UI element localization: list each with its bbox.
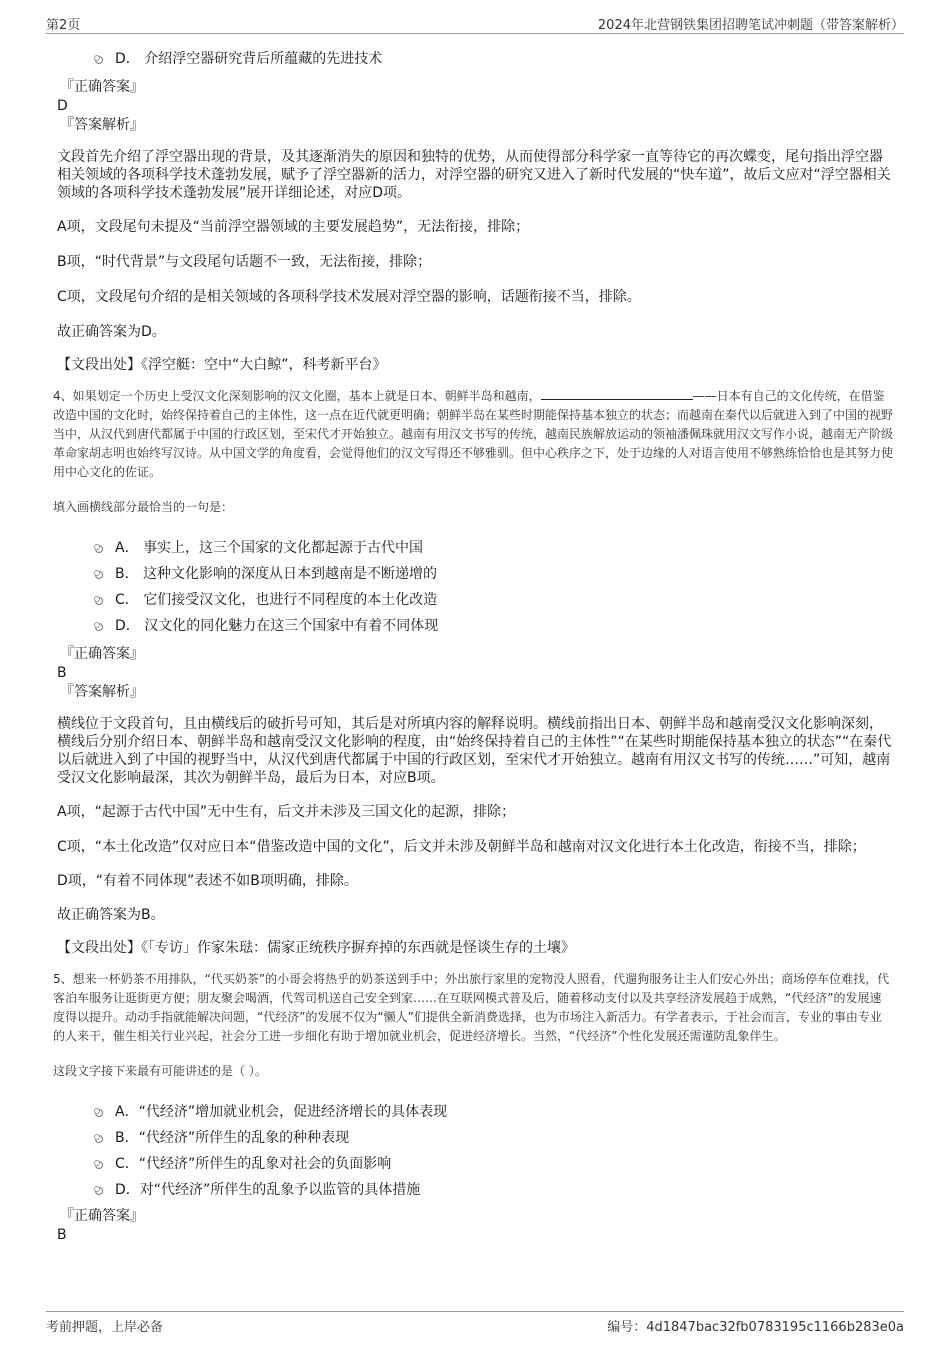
q3-analysis-para: 文段首先介绍了浮空器出现的背景，及其逐渐消失的原因和独特的优势，从而使得部分科学家一直等待它的再次蝶变，尾句指出浮空器相关领域的各项科学技术蓬勃发展，赋予了浮空器新的活力，对浮空器的研究又进入了新时代发展的“快车道”，故后文应对“浮空器相关领域的各项科学技术蓬勃发展”展开详细论述，对应D项。 [57,149,891,201]
q4-option-c[interactable] [95,587,893,613]
option-label: D．对“代经济”所伴生的乱象予以监管的具体措施 [115,1182,421,1198]
option-label: A．“代经济”增加就业机会，促进经济增长的具体表现 [115,1104,448,1120]
document-body [53,46,894,1245]
q3-analysis-para: 故正确答案为D。 [57,324,166,340]
q3-analysis-para: A项，文段尾句未提及“当前浮空器领域的主要发展趋势”，无法衔接，排除； [57,219,530,235]
page-number: 第2页 [46,18,81,33]
q4-option-d[interactable] [95,613,893,639]
q5-stem: 5、想来一杯奶茶不用排队，“代买奶茶”的小哥会将热乎的奶茶送到手中；外出旅行家里的宠物没人照看，代遛狗服务让主人们安心外出；商场停车位难找，代客泊车服务让逛街更方便；朋友聚会喝酒，代驾司机送自己安全到家……在互联网模式普及后，随着移动支付以及共享经济发展趋于成熟，“代经济”的发展速度得以提升。动动手指就能解决问题，“代经济”的发展不仅为“懒人”们提供全新消费选择，也为市场注入新活力。有学者表示，于社会而言，专业的事由专业的人来干，催生相关行业兴起，社会分工进一步细化有助于增加就业机会，促进经济增长。当然，“代经济”个性化发展还需谨防乱象伴生。 [53,972,890,1043]
radio-icon[interactable] [95,1187,103,1195]
q3-analysis-para: B项，“时代背景”与文段尾句话题不一致，无法衔接，排除； [57,254,432,270]
radio-icon[interactable] [95,1161,103,1169]
footer-slogan: 考前押题，上岸必备 [46,1320,164,1335]
radio-icon[interactable] [95,1135,103,1143]
radio-icon[interactable] [95,1109,103,1117]
radio-icon[interactable] [95,545,103,553]
q5-option-d[interactable] [95,1177,893,1203]
footer-divider [46,1311,904,1312]
header-divider [46,33,904,34]
document-id: 编号：4d1847bac32fb0783195c1166b283e0a [607,1320,904,1335]
option-label: B． 这种文化影响的深度从日本到越南是不断递增的 [115,566,438,582]
q5-answer: B [57,1227,67,1243]
q3-answer-label: 『正确答案』 [60,79,144,95]
radio-icon[interactable] [95,623,103,631]
page-header [46,14,904,32]
q4-stem-after: ——日本有自己的文化传统，在借鉴改造中国的文化时，始终保持着自己的主体性，这一点在近代就更明确；朝鲜半岛在某些时期能保持基本独立的状态；而越南在秦代以后就进入到了中国的视野当中，从汉代到唐代都属于中国的行政区划，至宋代才开始独立。越南有用汉文书写的传统，越南民族解放运动的领袖潘佩珠就用汉文写作小说，越南无产阶级革命家胡志明也始终写汉诗。从中国文学的角度看，会觉得他们的汉文写得还不够雅驯。但中心秩序之下，处于边缘的人对语言使用不够熟练恰恰也是其努力使用中心文化的佐证。 [53,389,894,479]
q4-analysis-para: 故正确答案为B。 [57,907,165,923]
option-label: D． 介绍浮空器研究背后所蕴藏的先进技术 [115,51,383,67]
answer-blank [541,388,693,400]
q4-analysis-para: C项，“本土化改造”仅对应日本“借鉴改造中国的文化”，后文并未涉及朝鲜半岛和越南对汉文化进行本土化改造，衔接不当，排除； [57,839,866,855]
option-label: A． 事实上，这三个国家的文化都起源于古代中国 [115,540,424,556]
q4-stem [53,387,893,482]
page-footer [46,1316,904,1334]
q5-prompt: 这段文字接下来最有可能讲述的是（ ）。 [53,1064,267,1078]
document-title: 2024年北营钢铁集团招聘笔试冲刺题（带答案解析） [597,18,904,33]
option-label: C．“代经济”所伴生的乱象对社会的负面影响 [115,1156,392,1172]
q4-analysis-para: D项，“有着不同体现”表述不如B项明确，排除。 [57,873,358,889]
q4-analysis-label: 『答案解析』 [60,684,144,700]
q4-source: 【文段出处】《「专访」作家朱琺：儒家正统秩序摒弃掉的东西就是怪谈生存的土壤》 [57,940,575,956]
q5-option-a[interactable] [95,1099,893,1125]
q5-option-c[interactable] [95,1151,893,1177]
q4-prompt: 填入画横线部分最恰当的一句是： [53,500,234,514]
radio-icon[interactable] [95,597,103,605]
q3-analysis-para: C项，文段尾句介绍的是相关领域的各项科学技术发展对浮空器的影响，话题衔接不当，排除。 [57,289,641,305]
q4-option-b[interactable] [95,561,893,587]
q4-stem-before: 4、如果划定一个历史上受汉文化深刻影响的汉文化圈，基本上就是日本、朝鲜半岛和越南， [53,389,541,403]
q5-answer-label: 『正确答案』 [60,1208,144,1224]
q3-analysis-label: 『答案解析』 [60,117,144,133]
radio-icon[interactable] [95,56,103,64]
q4-answer-label: 『正确答案』 [60,646,144,662]
q3-answer: D [57,98,68,114]
q3-source: 【文段出处】《浮空艇：空中“大白鲸”，科考新平台》 [57,357,387,373]
q4-option-a[interactable] [95,535,893,561]
q4-analysis-para: A项，“起源于古代中国”无中生有，后文并未涉及三国文化的起源，排除； [57,804,516,820]
q4-answer: B [57,665,67,681]
option-label: C． 它们接受汉文化，也进行不同程度的本土化改造 [115,592,438,608]
q5-option-b[interactable] [95,1125,893,1151]
q4-analysis-para: 横线位于文段首句，且由横线后的破折号可知，其后是对所填内容的解释说明。横线前指出日本、朝鲜半岛和越南受汉文化影响深刻，横线后分别介绍日本、朝鲜半岛和越南受汉文化影响的程度，由“始终保持着自己的主体性”“在某些时期能保持基本独立的状态”“在秦代以后就进入到了中国的视野当中，从汉代到唐代都属于中国的行政区划，至宋代才开始独立。越南有用汉文书写的传统……”可知，越南受汉文化影响最深，其次为朝鲜半岛，最后为日本，对应B项。 [57,716,892,786]
q3-option-d[interactable] [95,46,893,72]
option-label: B．“代经济”所伴生的乱象的种种表现 [115,1130,350,1146]
radio-icon[interactable] [95,571,103,579]
option-label: D． 汉文化的同化魅力在这三个国家中有着不同体现 [115,618,439,634]
